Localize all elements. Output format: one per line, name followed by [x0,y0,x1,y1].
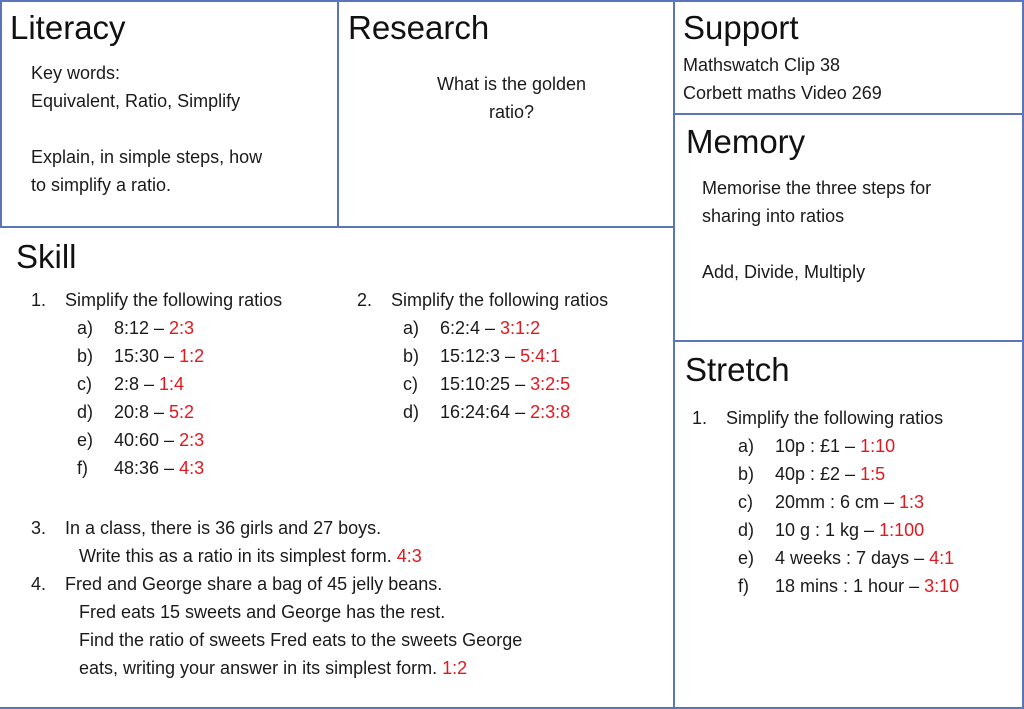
answer: 5:4:1 [520,346,561,366]
skill-question-3-line-2: Write this as a ratio in its simplest form. 4:3 [79,546,422,566]
grid-top-line [0,0,1024,2]
answer: 2:3 [179,430,205,450]
answer: 1:10 [860,436,896,456]
research-title: Research [348,9,490,46]
question-text: Simplify the following ratios [726,408,944,428]
literacy-explain-line-2: to simplify a ratio. [31,175,172,195]
skill-q1-list [31,314,282,482]
stretch-q1-list [692,432,959,600]
skill-question-2 [357,286,608,426]
literacy-content [31,59,262,199]
research-line-1: What is the golden [436,74,587,94]
literacy-explain-line-1: Explain, in simple steps, how [31,147,263,167]
grid-divider-center [673,0,675,709]
memory-line-3: Add, Divide, Multiply [702,262,866,282]
list-item: e) 4 weeks : 7 days – 4:1 [738,548,955,568]
list-item: a) 8:12 – 2:3 [77,318,195,338]
answer: 4:3 [396,546,422,566]
list-item: f) 18 mins : 1 hour – 3:10 [738,576,960,596]
answer: 3:2:5 [530,374,571,394]
support-content [683,51,882,107]
list-item: a) 10p : £1 – 1:10 [738,436,896,456]
answer: 1:5 [860,464,886,484]
research-line-2: ratio? [488,102,535,122]
answer: 1:2 [179,346,205,366]
answer: 1:4 [159,374,185,394]
memory-line-1: Memorise the three steps for [702,178,932,198]
list-item: c) 2:8 – 1:4 [77,374,185,394]
answer: 2:3:8 [530,402,571,422]
support-title: Support [683,9,799,46]
literacy-title: Literacy [10,9,126,46]
grid-divider-memory-stretch [673,340,1024,342]
grid-divider-literacy-research [337,0,339,228]
answer: 1:100 [879,520,925,540]
stretch-title: Stretch [685,351,790,388]
list-item: b) 15:12:3 – 5:4:1 [403,346,561,366]
memory-content [702,174,931,286]
key-words-label: Key words: [31,63,121,83]
answer: 3:10 [924,576,960,596]
key-words: Equivalent, Ratio, Simplify [31,91,241,111]
answer: 3:1:2 [500,318,541,338]
list-item: f) 48:36 – 4:3 [77,458,205,478]
question-number: 1. [31,290,47,310]
stretch-question-1 [692,404,959,600]
question-text: Simplify the following ratios [65,290,283,310]
support-line-1: Mathswatch Clip 38 [683,55,841,75]
answer: 4:1 [929,548,955,568]
answer: 4:3 [179,458,205,478]
answer: 2:3 [169,318,195,338]
list-item: d) 10 g : 1 kg – 1:100 [738,520,925,540]
answer: 1:3 [899,492,925,512]
grid-divider-support-memory [673,113,1024,115]
list-item: c) 15:10:25 – 3:2:5 [403,374,571,394]
skill-q2-list [357,314,608,426]
answer: 1:2 [442,658,468,678]
question-text: Simplify the following ratios [391,290,609,310]
question-number: 3. [31,518,47,538]
skill-question-4-line-1: 4. Fred and George share a bag of 45 jelly beans. [31,570,522,598]
skill-question-4-line-2: Fred eats 15 sweets and George has the rest. [79,602,446,622]
skill-title: Skill [16,238,77,275]
grid-divider-top-row [0,226,675,228]
list-item: b) 15:30 – 1:2 [77,346,205,366]
support-line-2: Corbett maths Video 269 [683,83,882,103]
list-item: e) 40:60 – 2:3 [77,430,205,450]
question-number: 1. [692,408,708,428]
memory-title: Memory [686,123,806,160]
skill-question-4-line-4: eats, writing your answer in its simplest form. 1:2 [79,658,468,678]
memory-line-2: sharing into ratios [702,206,845,226]
skill-question-3-4 [31,514,522,682]
question-number: 4. [31,574,47,594]
grid-left-line [0,0,2,228]
skill-question-3-line-1: 3. In a class, there is 36 girls and 27 boys. [31,514,522,542]
list-item: d) 20:8 – 5:2 [77,402,195,422]
answer: 5:2 [169,402,195,422]
list-item: b) 40p : £2 – 1:5 [738,464,886,484]
list-item: c) 20mm : 6 cm – 1:3 [738,492,925,512]
skill-question-4-line-3: Find the ratio of sweets Fred eats to the sweets George [79,630,523,650]
list-item: d) 16:24:64 – 2:3:8 [403,402,571,422]
skill-question-1 [31,286,282,482]
list-item: a) 6:2:4 – 3:1:2 [403,318,541,338]
research-question [380,70,643,126]
question-number: 2. [357,290,373,310]
